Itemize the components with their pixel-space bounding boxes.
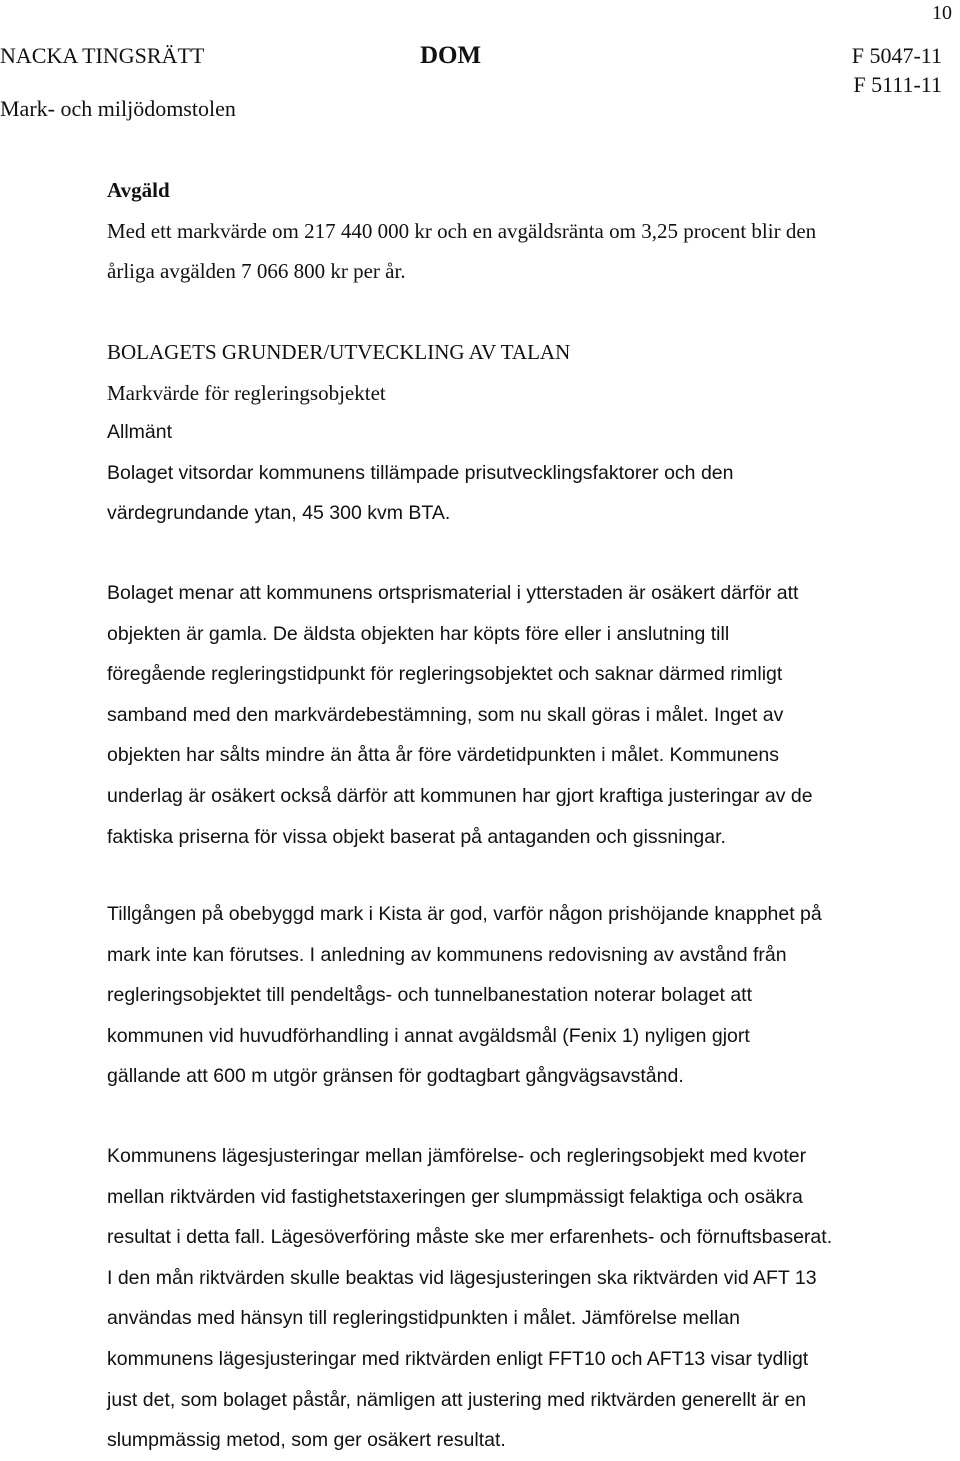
text-line: just det, som bolaget påstår, nämligen att justering med riktvärden generellt är en [107,1388,807,1411]
section-heading: Avgäld [107,178,170,202]
text-line: resultat i detta fall. Lägesöverföring måste ske mer erfarenhets- och förnuftsbaserat. [107,1226,833,1249]
case-number: F 5111-11 [853,72,942,97]
text-line: mellan riktvärden vid fastighetstaxeringen ger slumpmässigt felaktiga och osäkra [107,1185,803,1208]
text-line: objekten är gamla. De äldsta objekten har köpts före eller i anslutning till [107,622,730,645]
text-line: Bolaget menar att kommunens ortsprismaterial i ytterstaden är osäkert därför att [107,582,799,604]
text-line: Kommunens lägesjusteringar mellan jämförelse- och regleringsobjekt med kvoter [107,1145,807,1167]
text-line: kommunen vid huvudförhandling i annat avgäldsmål (Fenix 1) nyligen gjort [107,1024,750,1047]
subcourt-name: Mark- och miljödomstolen [0,96,236,121]
text-line: gällande att 600 m utgör gränsen för godtagbart gångvägsavstånd. [107,1065,684,1088]
court-name: NACKA TINGSRÄTT [0,43,205,68]
paragraph [107,1136,907,1461]
text-line: värdegrundande ytan, 45 300 kvm BTA. [107,502,451,525]
text-line: Bolaget vitsordar kommunens tillämpade prisutvecklingsfaktorer och den [107,461,734,484]
text-line: objekten har sålts mindre än åtta år före värdetidpunkten i målet. Kommunens [107,744,780,767]
text-line: faktiska priserna för vissa objekt baserat på antaganden och gissningar. [107,825,726,848]
text-line: slumpmässig metod, som ger osäkert resultat. [107,1429,506,1452]
text-line: årliga avgälden 7 066 800 kr per år. [107,259,406,284]
text-line: samband med den markvärdebestämning, som nu skall göras i målet. Inget av [107,703,784,726]
text-line: föregående regleringstidpunkt för regleringsobjektet och saknar därmed rimligt [107,663,783,686]
text-line: användas med hänsyn till regleringstidpunkten i målet. Jämförelse mellan [107,1307,740,1330]
paragraph [107,573,907,857]
section-avgald [107,170,907,292]
text-line: regleringsobjektet till pendeltågs- och tunnelbanestation noterar bolaget att [107,984,753,1007]
page-number: 10 [932,2,952,24]
section-subheading: Markvärde för regleringsobjektet [107,380,386,405]
text-line: mark inte kan förutses. I anledning av kommunens redovisning av avstånd från [107,943,787,966]
subsection-heading: Allmänt [107,421,173,443]
section-heading: BOLAGETS GRUNDER/UTVECKLING AV TALAN [107,340,571,364]
paragraph [107,894,907,1097]
case-number: F 5047-11 [851,43,942,68]
text-line: underlag är osäkert också därför att kommunen har gjort kraftiga justeringar av de [107,784,813,807]
text-line: kommunens lägesjusteringar med riktvärden enligt FFT10 och AFT13 visar tydligt [107,1347,809,1370]
text-line: Med ett markvärde om 217 440 000 kr och en avgäldsränta om 3,25 procent blir den [107,218,817,243]
text-line: I den mån riktvärden skulle beaktas vid lägesjusteringen ska riktvärden vid AFT 13 [107,1266,817,1289]
text-line: Tillgången på obebyggd mark i Kista är god, varför någon prishöjande knapphet på [107,903,822,925]
paragraph-allmant [107,412,907,534]
document-type: DOM [420,42,482,69]
section-bolaget-headings [107,332,907,413]
